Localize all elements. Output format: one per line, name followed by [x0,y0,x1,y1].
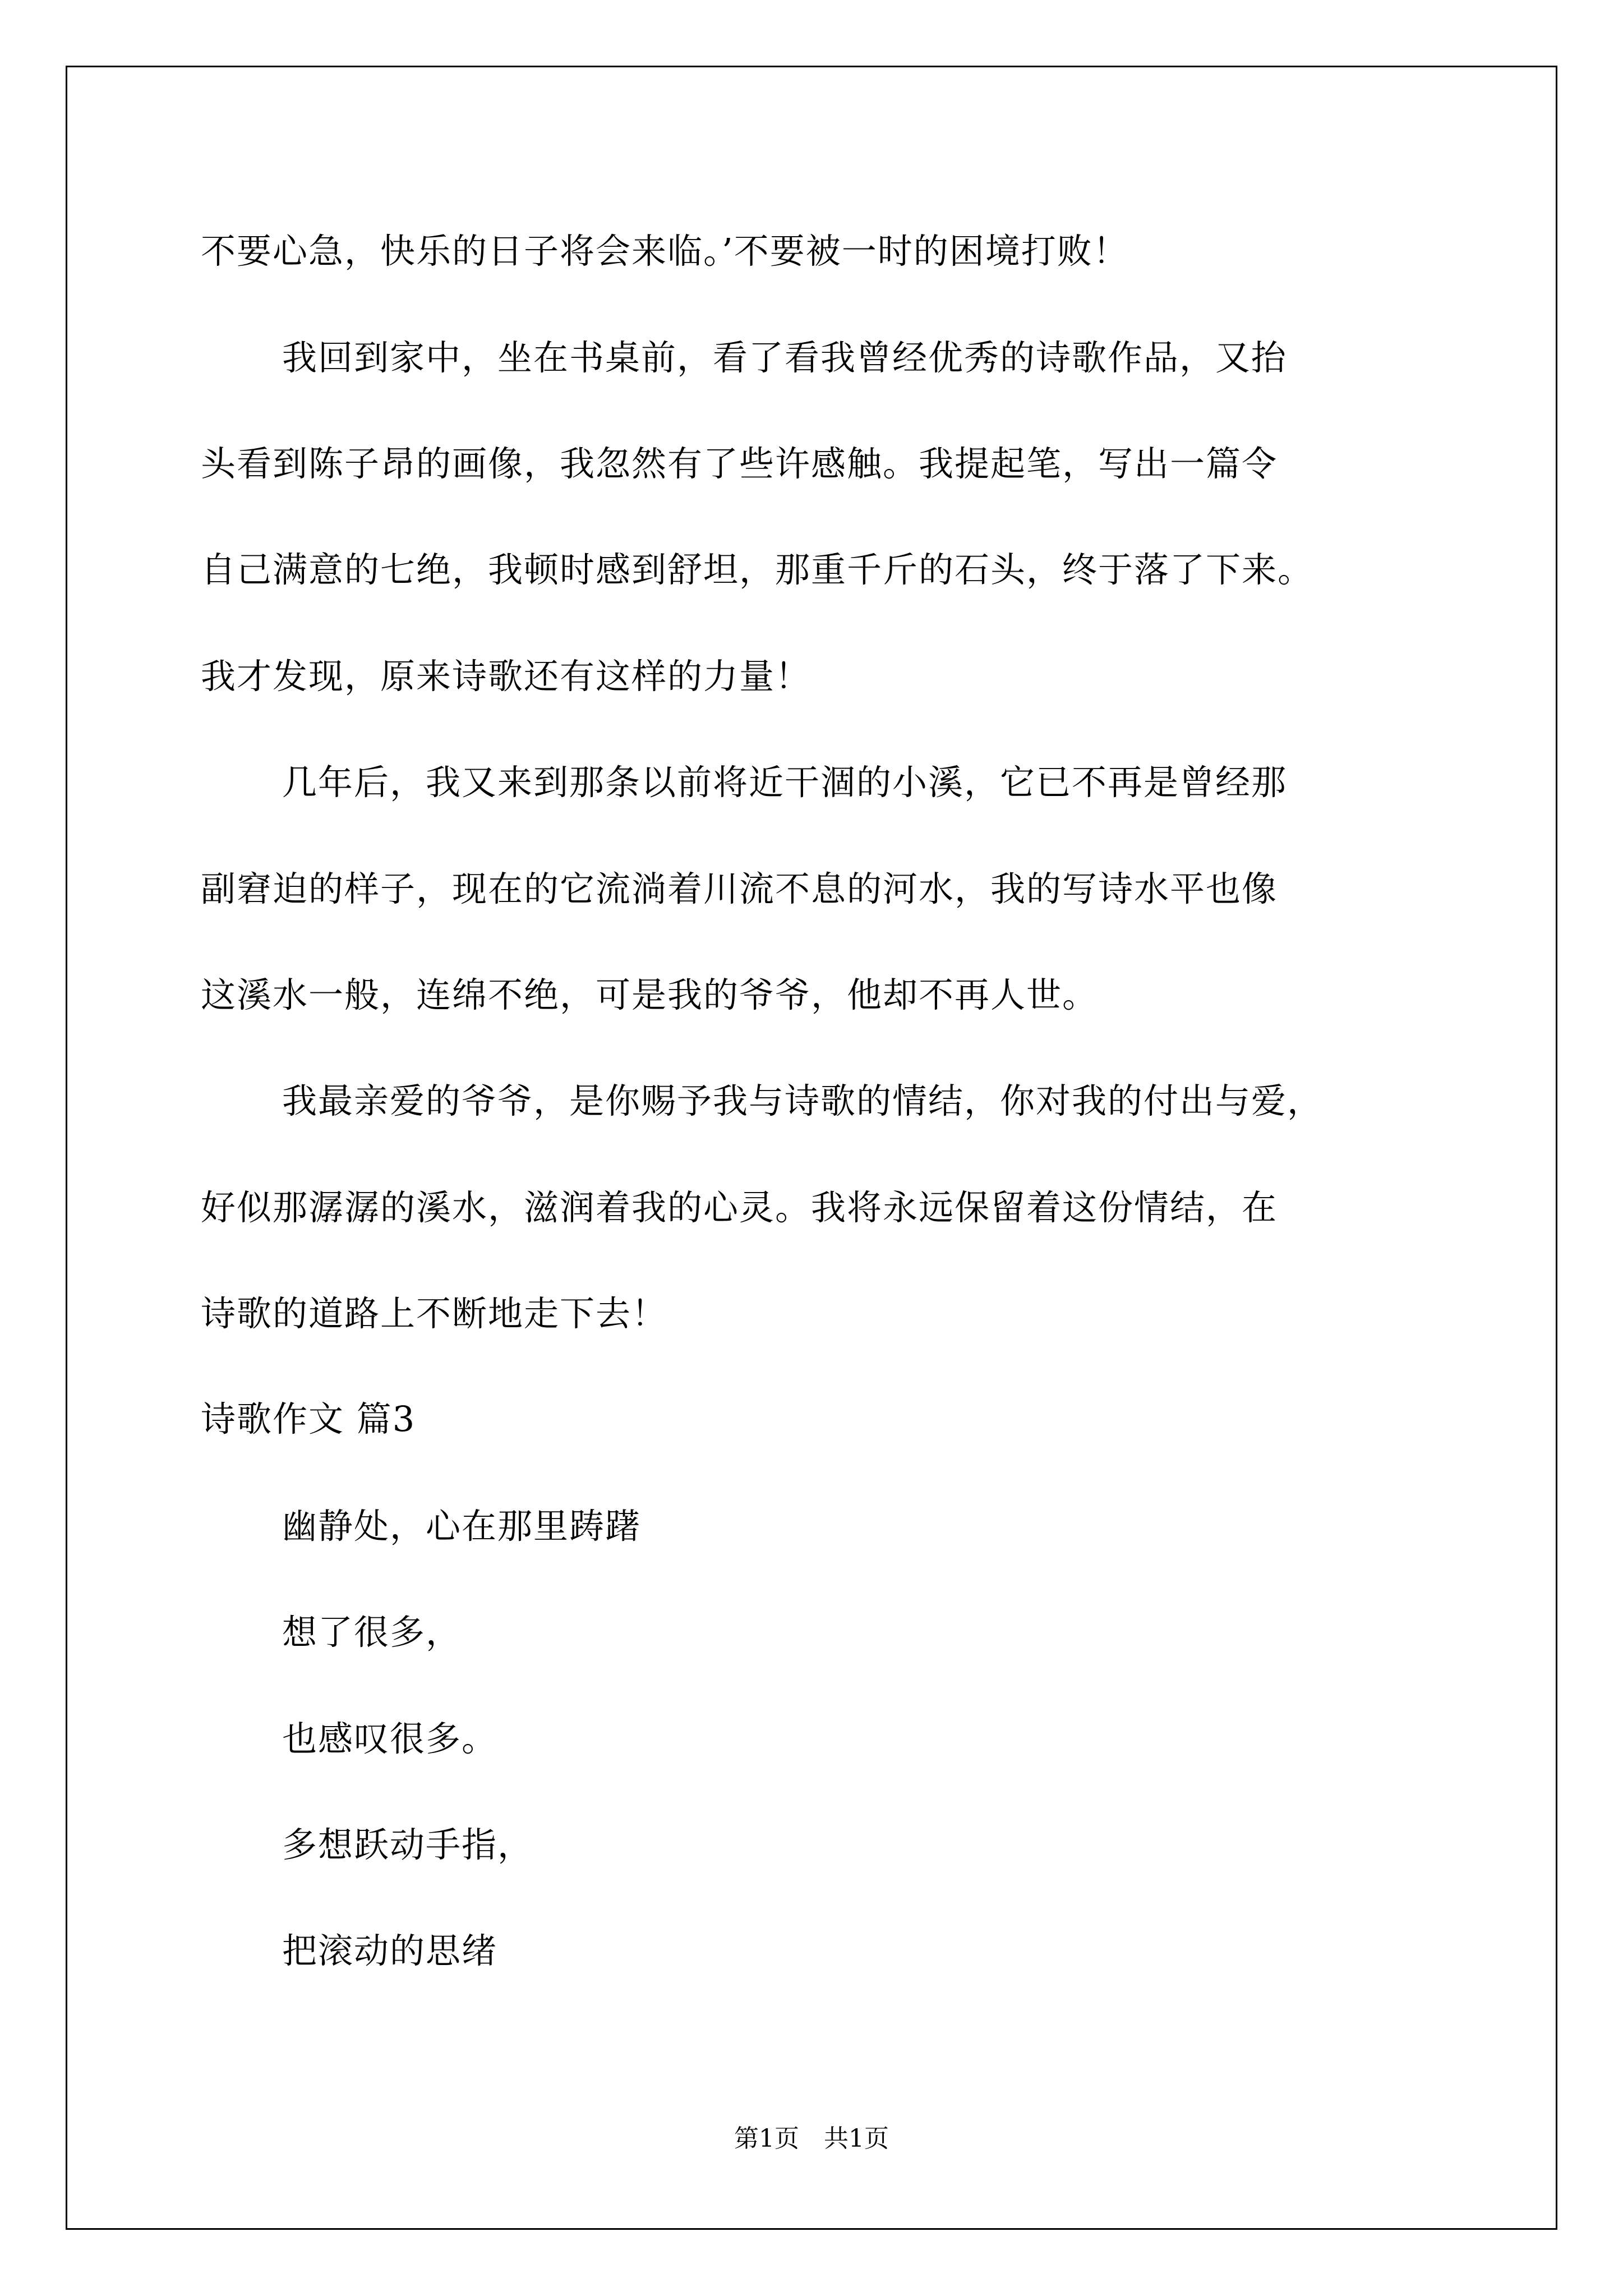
body-text-line: 我最亲爱的爷爷，是你赐予我与诗歌的情结，你对我的付出与爱， [282,1080,1324,1121]
body-text-line: 副窘迫的样子，现在的它流淌着川流不息的河水，我的写诗水平也像 [201,868,1278,909]
body-text-line: 头看到陈子昂的画像，我忽然有了些许感触。我提起笔，写出一篇令 [201,443,1278,484]
body-text-line: 几年后，我又来到那条以前将近干涸的小溪，它已不再是曾经那 [282,762,1288,803]
poem-line: 也感叹很多。 [282,1718,498,1759]
poem-line: 把滚动的思绪 [282,1930,498,1971]
body-text-line: 诗歌的道路上不断地走下去！ [201,1293,668,1334]
page-border [66,66,1557,2230]
poem-line: 幽静处，心在那里踌躇 [282,1506,642,1547]
section-heading: 诗歌作文 篇3 [201,1398,416,1439]
body-text-line: 我才发现，原来诗歌还有这样的力量！ [201,656,811,697]
body-text-line: 不要心急，快乐的日子将会来临。’不要被一时的困境打败！ [201,231,1129,272]
page-number-footer: 第1页 共1页 [734,2124,889,2153]
body-text-line: 自己满意的七绝，我顿时感到舒坦，那重千斤的石头，终于落了下来。 [201,549,1314,590]
body-text-line: 好似那潺潺的溪水，滋润着我的心灵。我将永远保留着这份情结，在 [201,1187,1278,1228]
body-text-line: 这溪水一般，连绵不绝，可是我的爷爷，他却不再人世。 [201,974,1099,1015]
poem-line: 多想跃动手指， [282,1824,534,1865]
body-text-line: 我回到家中，坐在书桌前，看了看我曾经优秀的诗歌作品，又抬 [282,337,1288,378]
poem-line: 想了很多， [282,1612,462,1653]
